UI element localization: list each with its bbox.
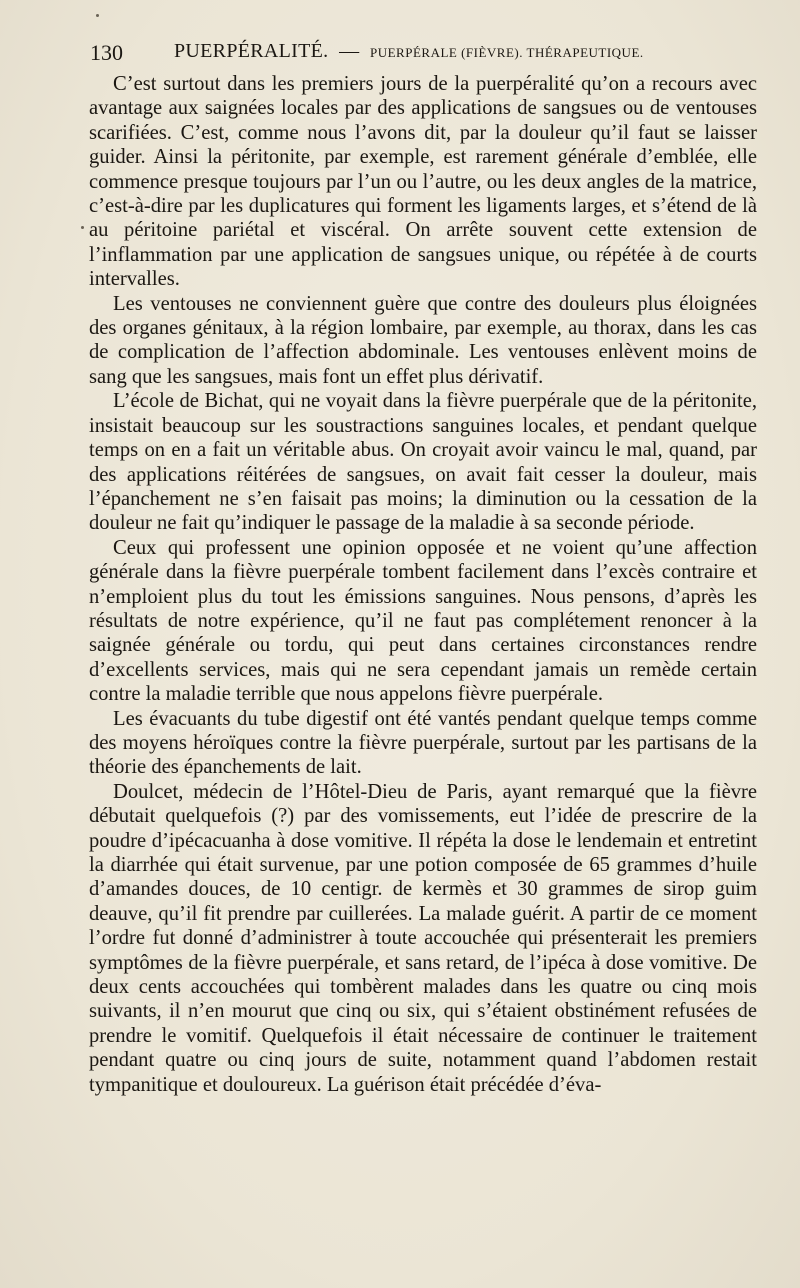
ink-speck <box>96 14 99 17</box>
paragraph: L’école de Bichat, qui ne voyait dans la fièvre puerpérale que de la péritonite, insistait beaucoup sur les soustractions sanguines locales, et pendant quelque temps on en a fait un véritable abus. On croyait avoir vaincu le mal, quand, par des applications réitérées de sangsues, on avait fait cesser la douleur, mais l’épanchement ne s’en faisait pas moins; la diminution ou la cessation de la douleur ne fait qu’indiquer le passage de la maladie à sa seconde période. <box>89 390 757 535</box>
paragraph: Les évacuants du tube digestif ont été vantés pendant quelque temps comme des moyens héroïques contre la fièvre puerpérale, surtout par les partisans de la théorie des épanchements de lait. <box>89 707 757 779</box>
page-number: 130 <box>90 40 123 65</box>
running-title: PUERPÉRALITÉ. <box>174 40 329 62</box>
paragraph: Ceux qui professent une opinion opposée et ne voient qu’une affection générale dans la fièvre puerpérale tombent facilement dans l’excès contraire et n’emploient plus du tout les émissions sanguines. Nous pensons, d’après les résultats de notre expérience, qu’il ne faut pas complétement renoncer à la saignée générale ou tordu, qui peut dans certaines circonstances rendre d’excellents services, mais qui ne sera cependant jamais un remède certain contre la maladie terrible que nous appelons fièvre puerpérale. <box>89 536 757 706</box>
body-text <box>89 72 757 1097</box>
paragraph: Les ventouses ne conviennent guère que contre des douleurs plus éloignées des organes génitaux, à la région lombaire, par exemple, au thorax, dans les cas de complication de l’affection abdominale. Les ventouses enlèvent moins de sang que les sangsues, mais font un effet plus dérivatif. <box>89 292 757 388</box>
ink-speck <box>81 226 84 229</box>
running-subtitle: PUERPÉRALE (FIÈVRE). THÉRAPEUTIQUE. <box>370 45 644 60</box>
page-header <box>90 40 750 66</box>
running-dash: — <box>339 40 360 62</box>
paragraph: Doulcet, médecin de l’Hôtel-Dieu de Paris, ayant remarqué que la fièvre débutait quelquefois (?) par des vomissements, eut l’idée de prescrire de la poudre d’ipécacuanha à dose vomitive. Il répéta la dose le lendemain et entretint la diarrhée qui était survenue, par une potion composée de 65 grammes d’huile d’amandes douces, de 10 centigr. de kermès et 30 grammes de sirop guim deauve, qu’il fit prendre par cuillerées. La malade guérit. A partir de ce moment l’ordre fut donné d’administrer à toute accouchée qui présenterait les premiers symptômes de la fièvre puerpérale, et sans retard, de l’ipéca à dose vomitive. De deux cents accouchées qui tombèrent malades dans les quatre ou cinq mois suivants, il n’en mourut que cinq ou six, qui s’étaient obstinément refusées de prendre le vomitif. Quelquefois il était nécessaire de continuer le traitement pendant quatre ou cinq jours de suite, notamment quand l’abdomen restait tympanitique et douloureux. La guérison était précédée d’éva- <box>89 780 757 1096</box>
running-head <box>174 40 644 63</box>
paragraph: C’est surtout dans les premiers jours de la puerpéralité qu’on a recours avec avantage aux saignées locales par des applications de sangsues ou de ventouses scarifiées. C’est, comme nous l’avons dit, par la douleur qu’il faut se laisser guider. Ainsi la péritonite, par exemple, est rarement générale d’emblée, elle commence presque toujours par l’un ou l’autre, ou les deux angles de la matrice, c’est-à-dire par les duplicatures qui forment les ligaments larges, et s’étend de là au péritoine pariétal et viscéral. On arrête souvent cette extension de l’inflammation par une application de sangsues unique, ou répétée à de courts intervalles. <box>89 73 757 291</box>
